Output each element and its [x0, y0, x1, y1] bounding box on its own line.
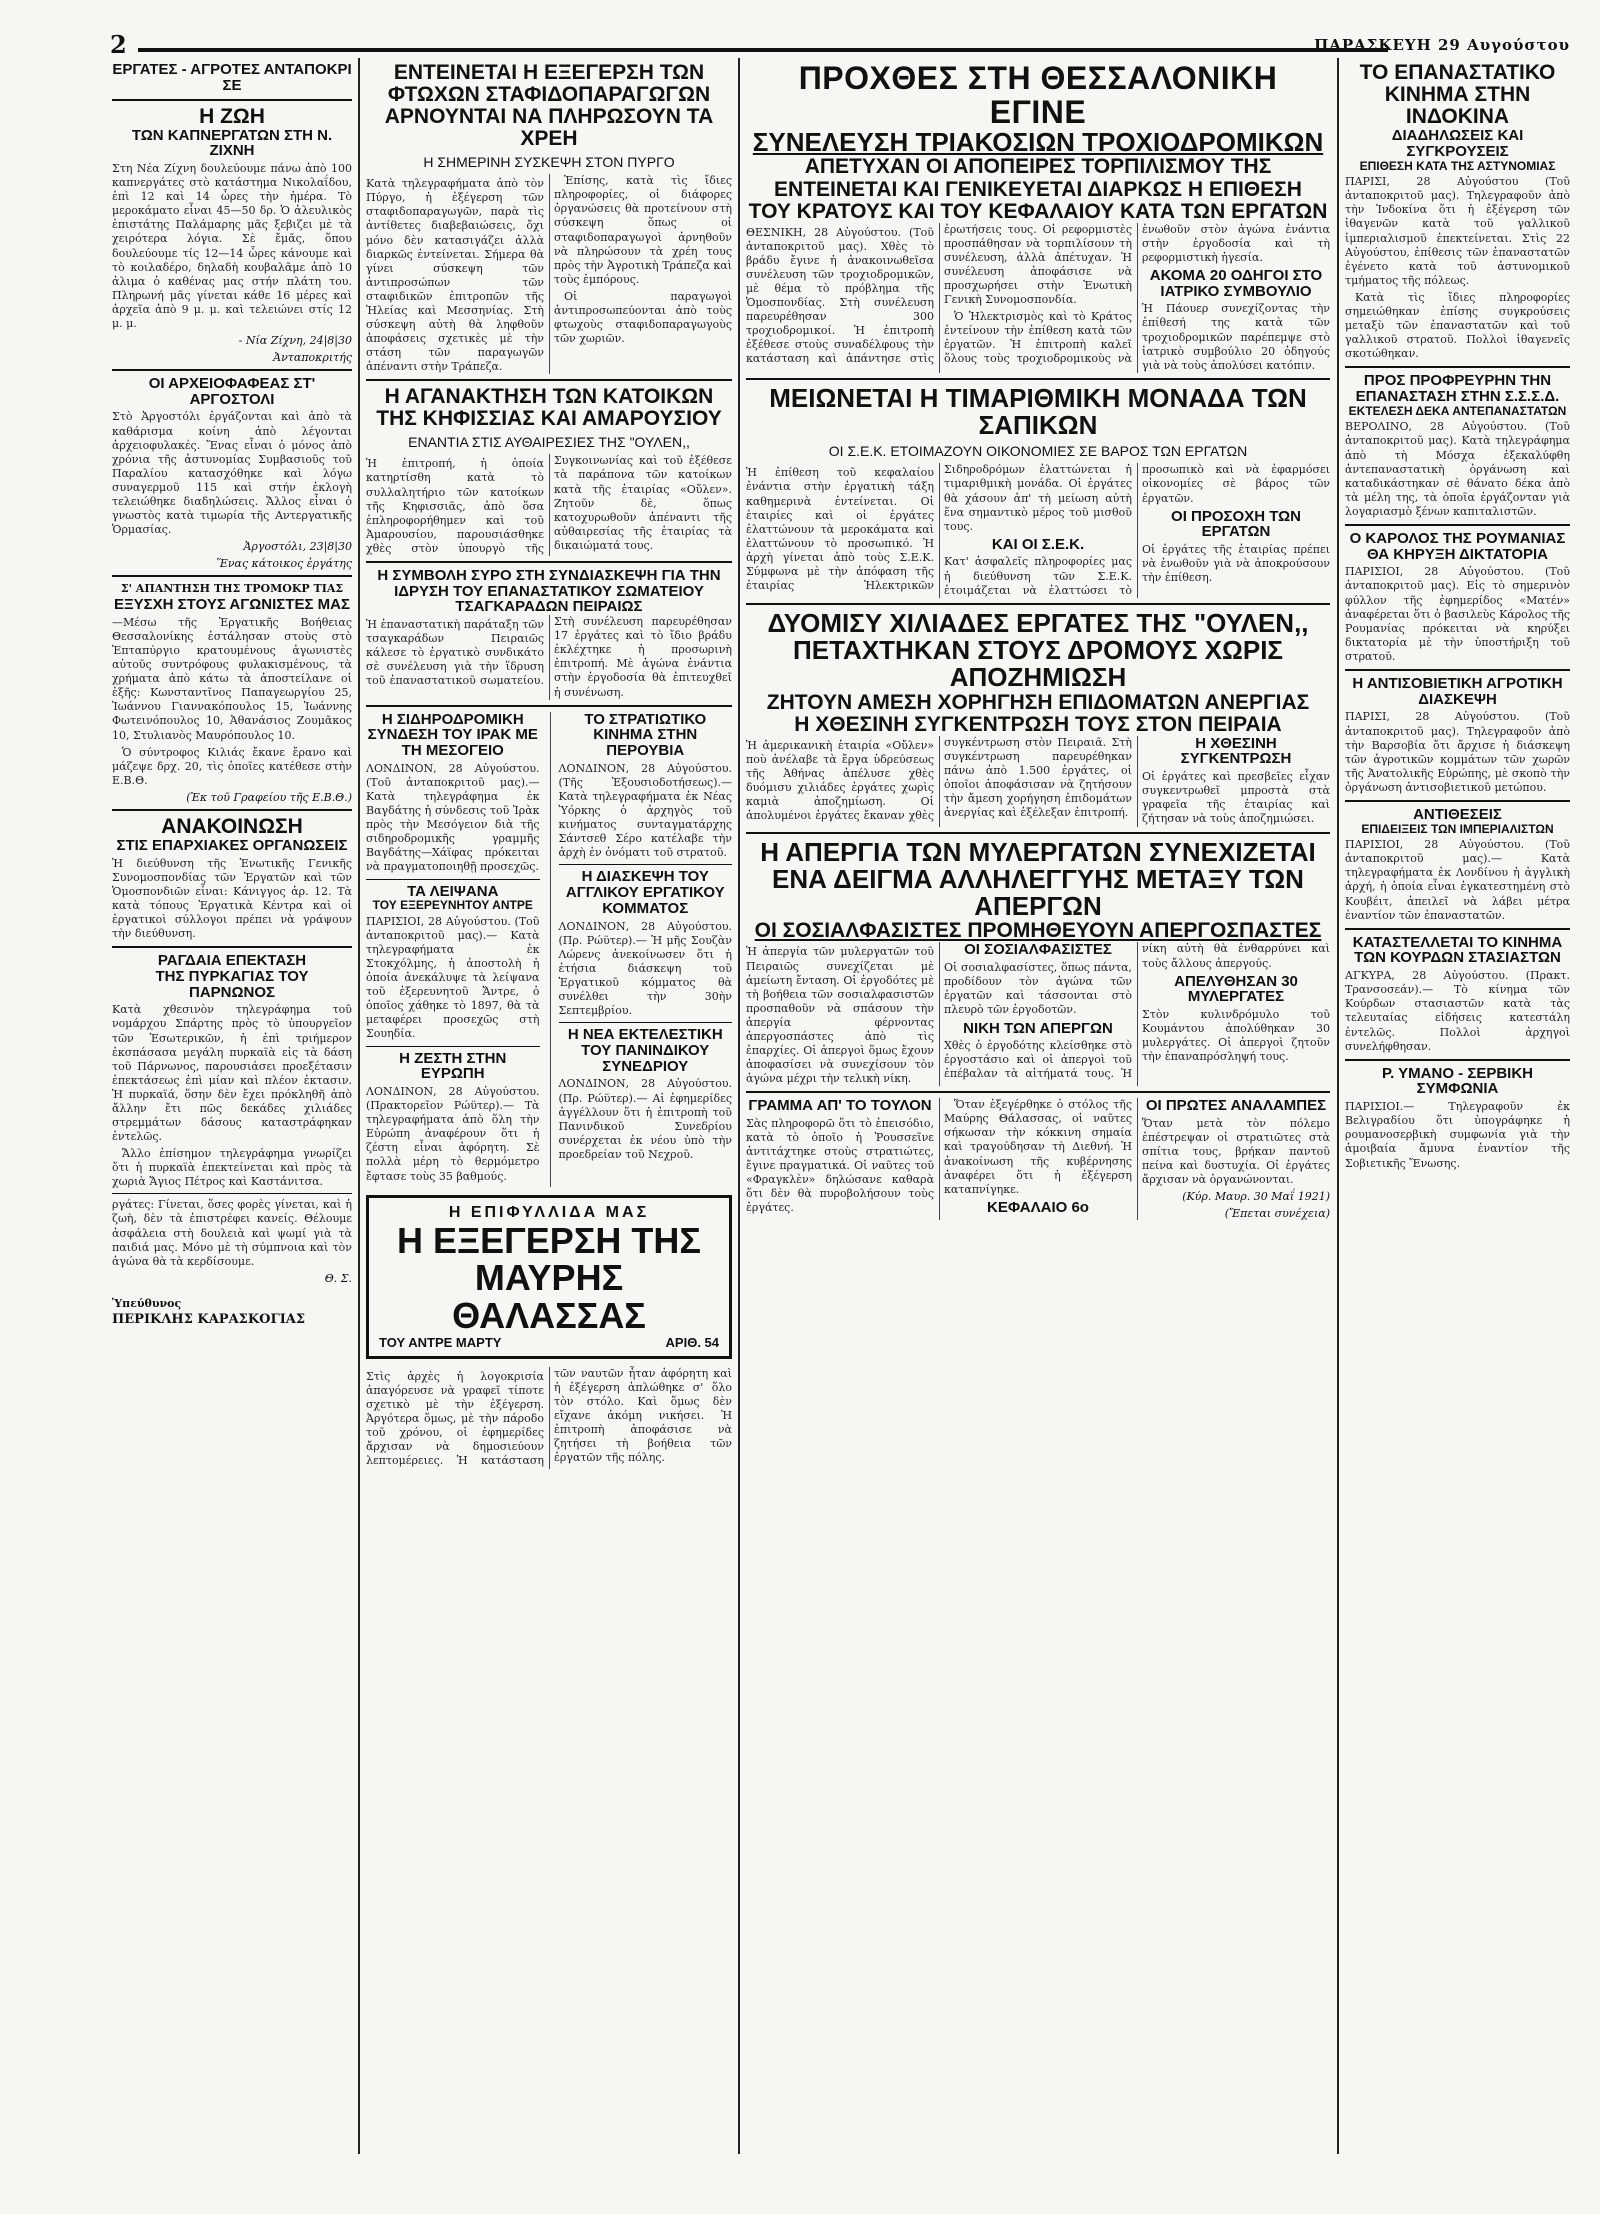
- article-title: ΚΑΤΑΣΤΕΛΛΕΤΑΙ ΤΟ ΚΙΝΗΜΑ ΤΩΝ ΚΟΥΡΔΩΝ ΣΤΑΣΙΑΣΤΩΝ: [1352, 933, 1563, 967]
- serial-number: ΑΡΙΘ. 54: [665, 1335, 719, 1350]
- column-divider: [738, 58, 740, 2154]
- article-kicker: Σ' ΑΠΑΝΤΗΣΗ ΤΗΣ ΤΡΟΜΟΚΡ ΤΙΑΣ: [120, 582, 344, 596]
- article-body: Ὁ σύντροφος Κιλιάς ἔκανε ἔρανο καὶ μάζεψε δρχ. 20, τὶς ὁποῖες κατέθεσε στὴν Ε.Β.Θ.: [112, 745, 352, 787]
- article-body: Ἐπίσης, κατὰ τὶς ἴδιες πληροφορίες, οἱ διάφορες ὀργανώσεις θὰ προτείνουν στὴ σύσκεψη ὅπως οἱ σταφιδοπαραγωγοὶ ἀρνηθοῦν νὰ πληρώσουν τὰ χρέη τους πρὸς τὴν Ἀγροτικὴ Τράπεζα καὶ τοὺς ἐμπόρους.: [554, 174, 732, 286]
- article-body: —Μέσω τῆς Ἐργατικῆς Βοήθειας Θεσσαλονίκης ἐστάλησαν στοὺς στὸ Ἐπταπύργιο κρατουμένους ἀγωνιστὲς αὐτοῦς συντρόφους φυλακισμένους, τὰ χρήματα ἀπὸ κάτω τὰ ἀποστείλανε οἱ ἑξῆς: Κωνσταντῖνος Παπαγεωργίου 25, Ἰωάννου Γιαννακόπουλος 15, Ἰωάννης Φωτεινόπουλος 10, Ἀθανάσιος Ζουμᾶκος 10, Στυλιανὸς Μαυρόπουλος 10.: [112, 615, 352, 742]
- editor-label: Ὑπεύθυνος: [112, 1296, 182, 1310]
- column-divider: [1337, 58, 1339, 2154]
- article-body: ΠΑΡΙΣΙΟΙ, 28 Αὐγούστου. (Τοῦ ἀνταποκριτοῦ μας).— Κατὰ τηλεγραφήματα ἐκ Στοκχόλμης, ἡ ἀποστολὴ ἡ ὁποία ἀνεκάλυψε τὰ λείψανα τοῦ ἐξερευνητοῦ Ἄντρε, ὁ ὁποῖος χάθηκε τὸ 1897, θὰ τὰ μεταφέρει προσεχῶς στὴ Σουηδία.: [366, 914, 540, 1041]
- article-title: ΔΥΟΜΙΣΥ ΧΙΛΙΑΔΕΣ ΕΡΓΑΤΕΣ ΤΗΣ "ΟΥΛΕΝ,,: [767, 607, 1309, 638]
- divider: [746, 603, 1330, 605]
- article-body: ΠΑΡΙΣΙΟΙ, 28 Αὐγούστου. (Τοῦ ἀνταποκριτοῦ μας). Εἰς τὸ σημερινὸν φύλλον τῆς ἐφημερίδος «Ματέν» ἀναφέρεται ὅτι ὁ βασιλεὺς Κάρολος τῆς Ρουμανίας πρόκειται νὰ κηρύξει δικτατορία μὲ τὴν ὑποστήριξη τοῦ στρατοῦ.: [1345, 565, 1570, 663]
- article-body: Κατὰ τηλεγραφήματα ἀπὸ τὸν Πύργο, ἡ ἐξέγερση τῶν σταφιδοπαραγωγῶν, παρὰ τὶς ἀντίθετες διαβεβαιώσεις, ὄχι μόνο δὲν κατασιγάζει ἀλλὰ διαρκῶς ἐντείνεται. Σήμερα θὰ γίνει σύσκεψη τῶν ἀντιπροσώπων τῶν σταφιδικῶν ἐπιτροπῶν τῆς Ἠλείας καὶ Μεσσηνίας. Στὴ σύσκεψη αὐτὴ θὰ ληφθοῦν ἀποφάσεις σχετικὲς μὲ τὴν στάση τῶν παραγωγῶν ἀπέναντι στὴν Τράπεζα.: [366, 177, 544, 374]
- lead-headline: ΑΠΕΤΥΧΑΝ ΟΙ ΑΠΟΠΕΙΡΕΣ ΤΟΡΠΙΛΙΣΜΟΥ ΤΗΣ: [804, 155, 1272, 179]
- article-signature: Ἀργοστόλι, 23|8|30: [243, 540, 352, 554]
- article-title: Η ΝΕΑ ΕΚΤΕΛΕΣΤΙΚΗ ΤΟΥ ΠΑΝΙΝΔΙΚΟΥ ΣΥΝΕΔΡΙΟΥ: [567, 1026, 723, 1075]
- brief-column: [366, 712, 540, 1187]
- divider: [366, 379, 732, 381]
- article-title: Η ΣΙΔΗΡΟΔΡΟΜΙΚΗ ΣΥΝΔΕΣΗ ΤΟΥ ΙΡΑΚ ΜΕ ΤΗ ΜΕΣΟΓΕΙΟ: [367, 710, 538, 760]
- article-signature: (Ἐκ τοῦ Γραφείου τῆς Ε.Β.Θ.): [186, 790, 352, 804]
- article-title: ΕΞΥΣΧΗ ΣΤΟΥΣ ΑΓΩΝΙΣΤΕΣ ΜΑΣ: [114, 596, 350, 614]
- serial-meta: [379, 1335, 719, 1350]
- article-columns: [366, 174, 732, 374]
- article-title: Η ΖΕΣΤΗ ΣΤΗΝ ΕΥΡΩΠΗ: [399, 1049, 507, 1083]
- article-subtitle: ΤΗΣ ΠΥΡΚΑΓΙΑΣ ΤΟΥ ΠΑΡΝΩΝΟΣ: [155, 967, 309, 1001]
- serial-continuation: [746, 1098, 1330, 1220]
- article-title: ΕΝΑ ΔΕΙΓΜΑ ΑΛΛΗΛΕΓΓΥΗΣ ΜΕΤΑΞΥ ΤΩΝ ΑΠΕΡΓΩΝ: [772, 863, 1304, 922]
- article-body: ΑΓΚΥΡΑ, 28 Αὐγούστου. (Πρακτ. Τρανσοσεάν).— Τὸ κίνημα τῶν Κούρδων στασιαστῶν κατὰ τὰς τελευταίας εἰδήσεις κατεστάλη ἐντελῶς. Πολλοὶ ἀρχηγοὶ συνελήφθησαν.: [1345, 969, 1570, 1053]
- divider: [559, 864, 733, 865]
- article-body: Ἡ Πάουερ συνεχίζοντας τὴν ἐπίθεσή της κατὰ τῶν τροχιοδρομικῶν παρέπεμψε στὸ ἰατρικὸ συμβούλιο 20 ὁδηγούς γιὰ νὰ τοὺς ἀπολύσει κατόπιν.: [1142, 302, 1330, 372]
- section-kicker: ΕΡΓΑΤΕΣ - ΑΓΡΟΤΕΣ ΑΝΤΑΠΟΚΡΙ ΣΕ: [112, 62, 352, 94]
- article-subtitle: Η ΧΘΕΣΙΝΗ ΣΥΓΚΕΝΤΡΩΣΗ: [1180, 734, 1292, 768]
- news-briefs: [366, 712, 732, 1187]
- article-subtitle: ΔΙΑΔΗΛΩΣΕΙΣ ΚΑΙ ΣΥΓΚΡΟΥΣΕΙΣ: [1391, 127, 1524, 160]
- lead-headline: ΣΥΝΕΛΕΥΣΗ ΤΡΙΑΚΟΣΙΩΝ ΤΡΟΧΙΟΔΡΟΜΙΚΩΝ: [752, 127, 1324, 158]
- article-title: ΖΗΤΟΥΝ ΑΜΕΣΗ ΧΟΡΗΓΗΣΗ ΕΠΙΔΟΜΑΤΩΝ ΑΝΕΡΓΙΑΣ: [766, 690, 1310, 714]
- article-subtitle: ΤΩΝ ΚΑΠΝΕΡΓΑΤΩΝ ΣΤΗ Ν. ΖΙΧΝΗ: [131, 126, 333, 160]
- divider: [559, 1022, 733, 1023]
- divider: [112, 809, 352, 811]
- article-title: Η ΑΓΑΝΑΚΤΗΣΗ ΤΩΝ ΚΑΤΟΙΚΩΝ ΤΗΣ ΚΗΦΙΣΣΙΑΣ ΚΑΙ ΑΜΑΡΟΥΣΙΟΥ: [376, 385, 722, 431]
- article-title: Η ΑΝΤΙΣΟΒΙΕΤΙΚΗ ΑΓΡΟΤΙΚΗ ΔΙΑΣΚΕΨΗ: [1352, 674, 1563, 708]
- divider: [366, 705, 732, 707]
- chapter-label: ΚΕΦΑΛΑΙΟ 6ο: [987, 1198, 1089, 1216]
- serial-text: [366, 1367, 732, 1469]
- article-title: Η ΔΙΑΣΚΕΨΗ ΤΟΥ ΑΓΓΛΙΚΟΥ ΕΡΓΑΤΙΚΟΥ ΚΟΜΜΑΤΟΣ: [565, 868, 725, 917]
- article-subtitle: ΚΑΙ ΟΙ Σ.Ε.Κ.: [991, 535, 1085, 553]
- masthead: [110, 30, 1570, 59]
- article-columns: [746, 736, 1330, 827]
- divider: [366, 879, 540, 880]
- article-title: ΤΟ ΣΤΡΑΤΙΩΤΙΚΟ ΚΙΝΗΜΑ ΣΤΗΝ ΠΕΡΟΥΒΙΑ: [584, 710, 707, 760]
- article-signature: Ἀνταποκριτής: [273, 350, 352, 364]
- article-body: Οἱ παραγωγοὶ ἀντιπροσωπεύονται ἀπὸ τοὺς φτωχοὺς σταφιδοπαραγωγοὺς τῶν χωριῶν.: [554, 289, 732, 346]
- dateline: ΠΑΡΑΣΚΕΥΗ 29 Αυγούστου: [1314, 36, 1570, 54]
- lead-headline: ΕΝΤΕΙΝΕΤΑΙ ΚΑΙ ΓΕΝΙΚΕΥΕΤΑΙ ΔΙΑΡΚΩΣ Η ΕΠΙΘΕΣΗ: [774, 177, 1302, 201]
- article-body: Στη Νέα Ζίχνη δουλεύουμε πάνω ἀπὸ 100 καπνεργάτες στὸ κατάστημα Νικολαΐδου, ἐπὶ 12 καὶ 14 ὧρες τὴν ἡμέρα. Τὸ μεροκάματο εἶναι 45—50 δρ. Ὁ ἀλευλικὸς ἐπιστάτης Παλάμαρης μᾶς ξεβιζει μὲ τὰ χειρότερα λόγια. Σὲ ἔμᾶς, ὅπου δουλεύουμε τίς 12—14 ὧρες κάνουμε καὶ τὸ κοιλαδέρο, δηλαδὴ κουβαλᾶμε ἀπὸ 10 ἀλιμα ὁ καθένας μας στήν πλάτη του. Πληρωνή μᾶς γίνεται κάθε 16 μέρες καὶ ἀρχεῖα ἀπὸ 9 μ. μ. καὶ τελειώνει στίς 12 μ. μ.: [112, 162, 352, 330]
- article-title: ΑΝΤΙΘΕΣΕΙΣ: [1413, 805, 1502, 823]
- divider: [366, 561, 732, 563]
- article-subtitle: ΓΡΑΜΜΑ ΑΠ' ΤΟ ΤΟΥΛΟΝ: [748, 1097, 932, 1115]
- article-title: Η ΖΩΗ: [199, 104, 265, 128]
- article-columns: [366, 454, 732, 556]
- article-subtitle: ΟΙ ΠΡΟΣΟΧΗ ΤΩΝ ΕΡΓΑΤΩΝ: [1171, 507, 1301, 541]
- article-body: Κατὰ τὶς ἴδιες πληροφορίες σημειώθηκαν ἐπίσης συγκρούσεις μεταξὺ τῶν ἐπαναστατῶν καὶ τοῦ γαλλικοῦ στρατοῦ. Πολλοὶ ἰθαγενεῖς σκοτώθηκαν.: [1345, 290, 1570, 361]
- center-spread: [746, 62, 1330, 2157]
- column-4: [1345, 62, 1570, 2157]
- divider: [1345, 669, 1570, 671]
- article-subtitle: ΑΠΕΛΥΘΗΣΑΝ 30 ΜΥΛΕΡΓΑΤΕΣ: [1174, 972, 1298, 1006]
- article-body: ΠΑΡΙΣΙ, 28 Αὐγούστου (Τοῦ ἀνταποκριτοῦ μας). Τηλεγραφοῦν ἀπὸ τὴν Ἰνδοκίνα ὅτι ἡ ἐξέγερση τῶν ἰθαγενῶν κατὰ τοῦ γαλλικοῦ ἰμπεριαλισμοῦ ἐπεκτείνεται. Στὶς 22 Αὐγούστου, ἐπίθεσις τῶν ἐπαναστατῶν ἐγένετο κατὰ τοῦ ἀστυνομικοῦ τμήματος τῆς πόλεως.: [1345, 175, 1570, 287]
- column-2: [366, 62, 732, 2157]
- chapter-title: ΟΙ ΠΡΩΤΕΣ ΑΝΑΛΑΜΠΕΣ: [1145, 1097, 1327, 1115]
- article-subtitle: ΑΚΟΜΑ 20 ΟΔΗΓΟΙ ΣΤΟ ΙΑΤΡΙΚΟ ΣΥΜΒΟΥΛΙΟ: [1149, 266, 1323, 300]
- brief-column: [550, 712, 733, 1187]
- divider: [112, 946, 352, 948]
- article-title: ΑΝΑΚΟΙΝΩΣΗ: [161, 814, 303, 838]
- article-body: ΛΟΝΔΙΝΟΝ, 28 Αὐγούστου. (Τοῦ ἀνταποκριτοῦ μας).— Κατὰ τηλεγράφημα ἐκ Βαγδάτης ἡ σύνδεσις τοῦ Ἰρὰκ πρὸς τὴν Μεσόγειον διὰ τῆς σιδηροδρομικῆς γραμμῆς Βαγδάτης—Χάϊφας πρόκειται νὰ πραγματοποιηθῇ προσεχῶς.: [366, 761, 540, 874]
- divider: [1345, 800, 1570, 802]
- article-body: Κατ' ἀσφαλεῖς πληροφορίες μας ἡ διεύθυνση τῶν Σ.Ε.Κ. ἑτοιμάζεται νὰ ἐλαττώσει τὸ προσωπικὸ καὶ νὰ ἐφαρμόσει οἰκονομίες σὲ βάρος τῶν ἐργατῶν.: [944, 463, 1330, 597]
- article-subtitle: ΕΠΙΔΕΙΞΕΙΣ ΤΩΝ ΙΜΠΕΡΙΑΛΙΣΤΩΝ: [1361, 821, 1554, 836]
- divider: [746, 832, 1330, 834]
- divider: [746, 1091, 1330, 1093]
- article-body: Ἡ ἀμερικανικὴ ἑταιρία «Οὔλεν» ποὺ ἀνέλαβε τὰ ἔργα ὑδρεύσεως τῆς Ἀθήνας ἀπέλυσε χθὲς δυόμισυ χιλιάδες ἐργάτες χωρὶς καμιὰ ἀποζημίωση. Οἱ ἀπολυμένοι ἐργάτες ἔκαναν χθὲς συγκέντρωση στὸν Πειραιᾶ. Στὴ συγκέντρωση παρευρέθηκαν πάνω ἀπὸ 1.500 ἐργάτες, οἱ ὁποῖοι ἀποφάσισαν νὰ ζητήσουν τὴν ἄμεση χορήγηση ἐπιδομάτων ἀνεργίας καὶ ἐξέλεξαν ἐπιτροπή.: [746, 735, 1132, 823]
- lead-subheadline: ΤΟΥ ΚΡΑΤΟΥΣ ΚΑΙ ΤΟΥ ΚΕΦΑΛΑΙΟΥ ΚΑΤΑ ΤΩΝ ΕΡΓΑΤΩΝ: [748, 199, 1328, 223]
- divider: [112, 99, 352, 101]
- article-subtitle: ΣΤΙΣ ΕΠΑΡΧΙΑΚΕΣ ΟΡΓΑΝΩΣΕΙΣ: [116, 836, 348, 854]
- article-body: ΛΟΝΔΙΝΟΝ, 28 Αὐγούστου. (Τῆς Ἐξουσιοδοτήσεως).— Κατὰ τηλεγραφήματα ἐκ Νέας Ὑόρκης ὁ ἀρχηγὸς τοῦ κινήματος συνταγματάρχης Σάντσεθ Σέρο κατέλαβε τὴν ἀρχὴ ἐν ὀνόματι τοῦ στρατοῦ.: [558, 761, 732, 860]
- divider: [112, 1193, 352, 1194]
- article-title: ΡΑΓΔΑΙΑ ΕΠΕΚΤΑΣΗ: [157, 952, 307, 970]
- article-body: Στὶς ἀρχὲς ἡ λογοκρισία ἀπαγόρευσε νὰ γραφεῖ τίποτε σχετικὸ μὲ τὴν ἐξέγερση. Ἀργότερα ὅμως, μὲ τὴν πάροδο τοῦ χρόνου, οἱ ἐφημερίδες ἄρχισαν νὰ δημοσιεύουν λεπτομέρειες. Ἡ κατάσταση τῶν ναυτῶν ἦταν ἀφόρητη καὶ ἡ ἐξέγερση ἀπλώθηκε σ' ὅλο τὸν στόλο. Καὶ ὅμως δὲν εἴχανε ἀκόμη νικήσει. Ἡ ἐπιτροπὴ ἀποφάσισε νὰ ζητήσει τὴ βοήθεια τῶν ἐργατῶν τῆς πόλης.: [366, 1367, 732, 1468]
- article-signature: Ἕνας κάτοικος ἐργάτης: [216, 557, 352, 571]
- article-body: ΛΟΝΔΙΝΟΝ, 28 Αὐγούστου. (Πρακτορεῖον Ρώϋτερ).— Τὰ τηλεγραφήματα ἀπὸ ὅλη τὴν Εὐρώπη ἀναφέρουν ὅτι ἡ ζέστη εἶναι ἀφόρητη. Σὲ πολλὰ μέρη τὸ θερμόμετρο ἔφτασε τοὺς 35 βαθμούς.: [366, 1085, 540, 1183]
- editor-name: ΠΕΡΙΚΛΗΣ ΚΑΡΑΣΚΟΓΙΑΣ: [112, 1311, 306, 1327]
- article-columns: [746, 223, 1330, 373]
- article-subtitle: ΝΙΚΗ ΤΩΝ ΑΠΕΡΓΩΝ: [963, 1019, 1113, 1037]
- article-body: Οἱ σοσιαλφασίστες, ὅπως πάντα, προδίδουν τὸν ἀγώνα τῶν ἐργατῶν καὶ τάσσονται στὸ πλευρὸ τῶν ἐργοδοτῶν.: [944, 961, 1132, 1017]
- article-body: ΘΕΣΝΙΚΗ, 28 Αὐγούστου. (Τοῦ ἀνταποκριτοῦ μας). Χθὲς τὸ βράδυ ἔγινε ἡ ἀνακοινωθεῖσα συνέλευση τῶν τροχιοδρομικῶν, μὲ θέμα τὸ πρόβλημα τῆς Ὁμοσπονδίας. Στὴ συνέλευση παρευρέθησαν 300 τροχιοδρομικοί. Ἡ ἐπιτροπὴ ἐξέθεσε στοὺς συναδέλφους τὴν κατάσταση καὶ ἀπάντησε στὶς ἐρωτήσεις τους. Οἱ ρεφορμιστὲς προσπάθησαν νὰ τορπιλίσουν τὴ συνέλευση, ἀλλὰ ἀπέτυχαν. Ἡ συνέλευση ἀποφάσισε νὰ προσχωρήσει στὴν Ἑνωτικὴ Γενικὴ Συνομοσπονδία.: [746, 222, 1132, 366]
- article-title: ΟΙ ΑΡΧΕΙΟΦΑΦΕΑΣ ΣΤ' ΑΡΓΟΣΤΟΛΙ: [148, 374, 316, 408]
- article-columns: [366, 615, 732, 699]
- article-body: ργάτες: Γίνεται, ὅσες φορὲς γίνεται, καὶ ἡ ζωὴ, δὲν τὰ ἐπιστρέφει κανείς. Θέλουμε ἀσφάλεια στὴ δουλειὰ καὶ ψωμί γιὰ τὰ παιδιά μας. Μόνο μὲ τὴ σύμπνοια καὶ τὸν ἀγώνα θὰ τὰ κερδίσουμε.: [112, 1198, 352, 1268]
- column-1: [112, 62, 352, 2157]
- masthead-rule: [138, 48, 1388, 52]
- article-title: ΠΕΤΑΧΤΗΚΑΝ ΣΤΟΥΣ ΔΡΟΜΟΥΣ ΧΩΡΙΣ ΑΠΟΖΗΜΙΩΣΗ: [792, 635, 1284, 693]
- serial-author: ΤΟΥ ΑΝΤΡΕ ΜΑΡΤΥ: [379, 1335, 502, 1350]
- article-body: ΛΟΝΔΙΝΟΝ, 28 Αὐγούστου. (Πρ. Ρώϋτερ).— Αἱ ἐφημερίδες ἀγγέλλουν ὅτι ἡ ἐπιτροπὴ τοῦ Πανινδικοῦ Συνεδρίου συνέρχεται ἐκ νέου ὑπὸ τὴν προεδρείαν τοῦ Νεχροῦ.: [558, 1077, 732, 1161]
- article-body: ΠΑΡΙΣΙ, 28 Αὐγούστου. (Τοῦ ἀνταποκριτοῦ μας). Τηλεγραφοῦν ἀπὸ τὴν Βαρσοβία ὅτι ἄρχισε ἡ διάσκεψη τῶν ἀγροτικῶν κομμάτων τῶν χωρῶν τῆς Ἀνατολικῆς Εὐρώπης, μὲ σκοπὸ τὴν ὀργάνωση ἀντισοβιετικοῦ μετώπου.: [1345, 710, 1570, 794]
- article-body: Στὸ Ἀργοστόλι ἐργάζονται καὶ ἀπὸ τὰ καθάρισμα κοίνη ἀπὸ λέγονται ἀρχειοφυλακές. Ἕνας εἶναι ὁ μόνος ἀπὸ χρόνια τῆς ἀστυνομίας Συμβασιοῦς τοῦ Παραλίου κατασχόθηκε καὶ λόγω συναγερμοῦ 115 καὶ στήν ἐκλογὴ τελειώθηκε διαδηλώσεις. Ἄλλος εἶναι ὁ γνωστὸς κατὰ τιμωρία τῆς Αντεργατικῆς Ὁρμασίας.: [112, 410, 352, 537]
- article-subtitle: ΕΚΤΕΛΕΣΗ ΔΕΚΑ ΑΝΤΕΠΑΝΑΣΤΑΤΩΝ: [1348, 403, 1567, 418]
- divider: [746, 378, 1330, 380]
- article-subtitle: Η ΧΘΕΣΙΝΗ ΣΥΓΚΕΝΤΡΩΣΗ ΤΟΥΣ ΣΤΟΝ ΠΕΙΡΑΙΑ: [794, 712, 1282, 736]
- article-title: ΤΑ ΛΕΙΨΑΝΑ: [407, 882, 499, 900]
- article-body: Σὰς πληροφορῶ ὅτι τὸ ἐπεισόδιο, κατὰ τὸ ὁποῖο ἡ Ῥουσσεῖνε ἀντιτάχτηκε στοὺς στρατιώτες, ἔγινε πραγματικά. Οἱ ναῦτες τοῦ «Φραγκλὲν» δηλώσανε καθαρὰ ὅτι δὲν θὰ πυροβολήσουν τοὺς ἐργάτες.: [746, 1116, 934, 1215]
- article-title: ΑΡΝΟΥΝΤΑΙ ΝΑ ΠΛΗΡΩΣΟΥΝ ΤΑ ΧΡΕΗ: [384, 105, 714, 151]
- divider: [1345, 1059, 1570, 1061]
- article-body: Ἡ ἐπίθεση τοῦ κεφαλαίου ἐνάντια στὴν ἐργατικὴ τάξη καθημερινὰ ἐντείνεται. Οἱ ἑταιρίες καὶ οἱ ἐργάτες ἐλαττώνουν τὰ μεροκάματα καὶ ἐλαττώνουν τὸ προσωπικό. Ἡ ἀρχὴ γίνεται ἀπὸ τοὺς Σ.Ε.Κ. Σύμφωνα μὲ τὴν ἀπόφαση τῆς ἑταιρίας Ἡλεκτρικῶν Σιδηροδρόμων ἐλαττώνεται ἡ τιμαριθμικὴ μονάδα. Οἱ ἐργάτες θὰ χάσουν ἀπ' τὴ μείωση αὐτὴ ἕνα σημαντικὸ μέρος τοῦ μισθοῦ τους.: [746, 463, 1132, 592]
- lead-headline: ΠΡΟΧΘΕΣ ΣΤΗ ΘΕΣΣΑΛΟΝΙΚΗ ΕΓΙΝΕ: [798, 62, 1278, 130]
- article-subtitle: ΟΙ Σ.Ε.Κ. ΕΤΟΙΜΑΖΟΥΝ ΟΙΚΟΝΟΜΙΕΣ ΣΕ ΒΑΡΟΣ ΤΩΝ ΕΡΓΑΤΩΝ: [828, 443, 1248, 460]
- page-number: 2: [110, 30, 127, 59]
- article-title: ΜΕΙΩΝΕΤΑΙ Η ΤΙΜΑΡΙΘΜΙΚΗ ΜΟΝΑΔΑ ΤΩΝ ΣΑΠΙΚΩΝ: [769, 382, 1307, 441]
- article-body: Ἄλλο ἐπίσημον τηλεγράφημα γνωρίζει ὅτι ἡ πυρκαϊὰ ἐπεκτείνεται καὶ πρὸς τὰ χωριὰ Ἄγιος Πέτρος καὶ Καστάνιτσα.: [112, 1147, 352, 1189]
- serial-title: Η ΕΞΕΓΕΡΣΗ ΤΗΣ ΜΑΥΡΗΣ ΘΑΛΑΣΣΑΣ: [396, 1219, 702, 1337]
- article-body: Ἡ διεύθυνση τῆς Ἑνωτικῆς Γενικῆς Συνομοσπονδίας τῶν Ἐργατῶν καὶ τῶν Ὁμοσπονδιῶν εἶναι: Κάνιγγος ἀρ. 12. Τὰ κατὰ τόπους Ἐργατικὰ Κέντρα καὶ οἱ ἐργατικοὶ σύλλογοι πρέπει νὰ γράψουν τὴν διεύθυνση.: [112, 856, 352, 941]
- article-subtitle: ΕΠΙΘΕΣΗ ΚΑΤΑ ΤΗΣ ΑΣΤΥΝΟΜΙΑΣ: [1359, 158, 1556, 173]
- article-body: Κατὰ χθεσινὸν τηλεγράφημα τοῦ νομάρχου Σπάρτης πρὸς τὸ ὑπουργεῖον τῶν Ἐσωτερικῶν, ἡ ἐπὶ τριήμερον ἐκσπάσασα μεγάλη πυρκαϊὰ εἰς τὰ δάση τοῦ Πάρνωνος, παρουσιάσει προεξέτασιν ἐπεκτάσεως ἐπὶ μίαν καὶ πλέον ἐκτασιν. Ἡ πυρκαϊά, ὅσην δὲν ἔχει πρόκληθῆ ἀπὸ ἄλλην ἔτι πῶς δεκάδες χιλιάδες στρεμμάτων δάσους καταστράφηκαν ἐντελῶς.: [112, 1003, 352, 1144]
- article-signature: (Κύρ. Μαυρ. 30 Μαΐ 1921): [1182, 1190, 1330, 1204]
- divider: [112, 575, 352, 577]
- article-title: Ρ. ΥΜΑΝΟ - ΣΕΡΒΙΚΗ ΣΥΜΦΩΝΙΑ: [1382, 1064, 1533, 1098]
- article-subtitle: ΟΙ ΣΟΣΙΑΛΦΑΣΙΣΤΕΣ: [964, 941, 1112, 959]
- article-subtitle: ΟΙ ΣΟΣΙΑΛΦΑΣΙΣΤΕΣ ΠΡΟΜΗΘΕΥΟΥΝ ΑΠΕΡΓΟΣΠΑΣΤΕΣ: [754, 919, 1322, 943]
- article-signature: - Νία Ζίχνη, 24|8|30: [238, 333, 352, 347]
- article-body: Ἡ ἐπιτροπή, ἡ ὁποία κατηρτίσθη κατὰ τὸ συλλαλητήριο τῶν κατοίκων τῆς Κηφισσιᾶς, ἀπὸ ὅσα ἐπληροφορήθημεν καὶ τοῦ Ἀμαρουσίου, παρουσιάσθηκε χθὲς στὸν ὑπουργὸ τῆς Συγκοινωνίας καὶ τοῦ ἐξέθεσε τὰ παράπονα τῶν κατοίκων κατὰ τῆς ἑταιρίας «Οὔλεν». Ζητοῦν δὲ, ὅπως κατοχυρωθοῦν ἀπέναντι τῆς αὐθαιρεσίας τῆς ἑταιρίας τὰ δικαιώματά τους.: [366, 454, 732, 555]
- article-title: Ο ΚΑΡΟΛΟΣ ΤΗΣ ΡΟΥΜΑΝΙΑΣ ΘΑ ΚΗΡΥΞΗ ΔΙΚΤΑΤΟΡΙΑ: [1349, 529, 1566, 563]
- article-title: ΕΝΤΕΙΝΕΤΑΙ Η ΕΞΕΓΕΡΣΗ ΤΩΝ ΦΤΩΧΩΝ ΣΤΑΦΙΔΟΠΑΡΑΓΩΓΩΝ: [387, 62, 711, 107]
- article-body: Στὸν κυλινδρόμυλο τοῦ Κουμάντου ἀπολύθηκαν 30 μυλεργάτες. Οἱ ἀπεργοὶ ζητοῦν τὴν ἐπαναπρόσληψή τους.: [1142, 1008, 1330, 1064]
- article-subtitle: Η ΣΗΜΕΡΙΝΗ ΣΥΣΚΕΨΗ ΣΤΟΝ ΠΥΡΓΟ: [423, 154, 675, 171]
- article-signature: Θ. Σ.: [324, 1271, 352, 1285]
- article-title: ΠΡΟΣ ΠΡΟΦΡΕΥΡΗΝ ΤΗΝ ΕΠΑΝΑΣΤΑΣΗ ΣΤΗΝ Σ.Σ.Σ.Δ.: [1355, 372, 1560, 405]
- article-body: Οἱ ἐργάτες τῆς ἑταιρίας πρέπει νὰ ἑνωθοῦν γιὰ νὰ ἀποκρούσουν τὴν ἐπίθεση.: [1142, 543, 1330, 585]
- article-body: ΛΟΝΔΙΝΟΝ, 28 Αὐγούστου. (Πρ. Ρώϋτερ).— Ἡ μῆς Σουζὰν Λώρενς ἀνεκοίνωσεν ὅτι ἡ ἐτήσια διάσκεψη τοῦ Ἐργατικοῦ κόμματος θὰ συνέλθει τὴν 30ὴν Σεπτεμβρίου.: [558, 919, 732, 1018]
- article-subtitle: ΤΟΥ ΕΞΕΡΕΥΝΗΤΟΥ ΑΝΤΡΕ: [372, 898, 533, 913]
- divider: [366, 1046, 540, 1047]
- article-body: Χθὲς ὁ ἐργοδότης κλείσθηκε στὸ ἐργοστάσιο καὶ οἱ ἀπεργοὶ τοῦ ἐπέβαλαν τὰ αἰτήματά τους. Ἡ νίκη αὐτὴ θὰ ἐνθαρρύνει καὶ τοὺς ἄλλους ἀπεργούς.: [944, 942, 1330, 1081]
- divider: [1345, 524, 1570, 526]
- article-body: Ἡ ἐπαναστατικὴ παράταξη τῶν τσαγκαράδων Πειραιῶς κάλεσε τὸ ἐργατικὸ συνδικάτο σὲ συνέλευση γιὰ τὴν ἵδρυση τοῦ ἐπαναστατικοῦ σωματείου. Στὴ συνέλευση παρευρέθησαν 17 ἐργάτες καὶ τὸ ἴδιο βράδυ ἐκλέχτηκε ἡ προσωρινὴ ἐπιτροπή. Μὲ ἀγώνα ἐνάντια στὴν ἐργοδοσία θὰ ἐπιτευχθεῖ ἡ συνένωση.: [366, 615, 732, 699]
- article-body: Ὅταν μετὰ τὸν πόλεμο ἐπέστρεψαν οἱ στρατιῶτες στὰ σπίτια τους, βρήκαν παντοῦ πείνα καὶ δυστυχία. Οἱ ἐργάτες ἄρχισαν νὰ ὀργανώνονται.: [1142, 1116, 1330, 1187]
- article-body: Ὅταν ἐξεγέρθηκε ὁ στόλος τῆς Μαύρης Θάλασσας, οἱ ναῦτες σήκωσαν τὴν κόκκινη σημαία καὶ τραγούδησαν τὴ Διεθνή. Ἡ ἀνακοίνωση τῆς κυβέρνησης ἀναφέρει ὅτι ἡ ἐξέγερση καταπνίγηκε.: [944, 1098, 1132, 1196]
- divider: [1345, 366, 1570, 368]
- article-body: Ἡ ἀπεργία τῶν μυλεργατῶν τοῦ Πειραιῶς συνεχίζεται μὲ ἀμείωτη ἔνταση. Οἱ ἐργοδότες μὲ τὴ βοήθεια τῶν σοσιαλφασιστῶν προσπαθοῦν νὰ σπάσουν τὴν ἀπεργία φέρνοντας ἀπεργοσπάστες ἀπὸ τὶς ἐπαρχίες. Οἱ ἀπεργοὶ ὅμως ἔχουν ἀποφασίσει νὰ συνεχίσουν τὸν ἀγώνα μέχρι τὴν τελικὴ νίκη.: [746, 945, 934, 1086]
- divider: [112, 369, 352, 371]
- serial-banner: [366, 1195, 732, 1359]
- article-title: ΤΟ ΕΠΑΝΑΣΤΑΤΙΚΟ ΚΙΝΗΜΑ ΣΤΗΝ ΙΝΔΟΚΙΝΑ: [1359, 62, 1556, 129]
- divider: [1345, 928, 1570, 930]
- article-columns: [746, 942, 1330, 1086]
- article-subtitle: ΕΝΑΝΤΙΑ ΣΤΙΣ ΑΥΘΑΙΡΕΣΙΕΣ ΤΗΣ "ΟΥΛΕΝ,,: [408, 434, 690, 451]
- article-body: Οἱ ἐργάτες καὶ πρεσβεῖες εἶχαν συγκεντρωθεῖ μπροστὰ στὰ γραφεῖα τῆς ἑταιρίας καὶ ζήτησαν νὰ τοὺς ἀποζημιώσει.: [1142, 770, 1330, 826]
- article-columns: [746, 463, 1330, 597]
- serial-label: Η ΕΠΙΦΥΛΛΙΔΑ ΜΑΣ: [448, 1203, 650, 1221]
- column-divider: [358, 58, 360, 2154]
- article-body: ΠΑΡΙΣΙΟΙ, 28 Αὐγούστου. (Τοῦ ἀνταποκριτοῦ μας).— Κατὰ τηλεγραφήματα ἐκ Λονδίνου ἡ ἀγγλικὴ ἀρχή, ἡ ὁποία εἶναι ἐγκατεστημένη στὸ Κουβέιτ, ἀπειλεῖ νὰ λάβει μέτρα ἐναντίον τῶν ἐπαναστατῶν.: [1345, 838, 1570, 922]
- article-signature: (Ἔπεται συνέχεια): [1224, 1207, 1330, 1221]
- article-body: Ὁ Ἡλεκτρισμὸς καὶ τὸ Κράτος ἐντείνουν τὴν ἐπίθεση κατὰ τῶν ἐργατῶν. Ἡ ἐπιτροπὴ καλεῖ ὅλους τοὺς τροχιοδρομικοὺς νὰ ἑνωθοῦν στὸν ἀγώνα ἐνάντια στὴν ἐργοδοσία καὶ τὴ ρεφορμιστικὴ ἡγεσία.: [944, 222, 1330, 366]
- article-body: ΠΑΡΙΣΙΟΙ.— Τηλεγραφοῦν ἐκ Βελιγραδίου ὅτι ὑπογράφηκε ἡ ρουμανοσερβικὴ συμφωνία γιὰ τὴν ἀμοιβαία ἄμυνα ἐναντίον τῆς Σοβιετικῆς Ἕνωσης.: [1345, 1100, 1570, 1170]
- article-title: Η ΣΥΜΒΟΛΗ ΣΥΡΟ ΣΤΗ ΣΥΝΔΙΑΣΚΕΨΗ ΓΙΑ ΤΗΝ ΙΔΡΥΣΗ ΤΟΥ ΕΠΑΝΑΣΤΑΤΙΚΟΥ ΣΩΜΑΤΕΙΟΥ ΤΣΑΓΚΑΡΑΔΩΝ ΠΕΙΡΑΙΩΣ: [377, 566, 721, 616]
- article-body: ΒΕΡΟΛΙΝΟ, 28 Αὐγούστου. (Τοῦ ἀνταποκριτοῦ μας). Κατὰ τηλεγράφημα ἀπὸ τὴ Μόσχα ἐξεκαλύφθη ἀντεπαναστατικὴ ὀργάνωση καὶ καταδικάστηκαν σὲ θάνατο δέκα ἀπὸ τὰ μέλη της, τὰ ὁποῖα ἐργάζονταν γιὰ λογαριασμὸ ξένων καπιταλιστῶν.: [1345, 420, 1570, 518]
- article-title: Η ΑΠΕΡΓΙΑ ΤΩΝ ΜΥΛΕΡΓΑΤΩΝ ΣΥΝΕΧΙΖΕΤΑΙ: [760, 836, 1316, 867]
